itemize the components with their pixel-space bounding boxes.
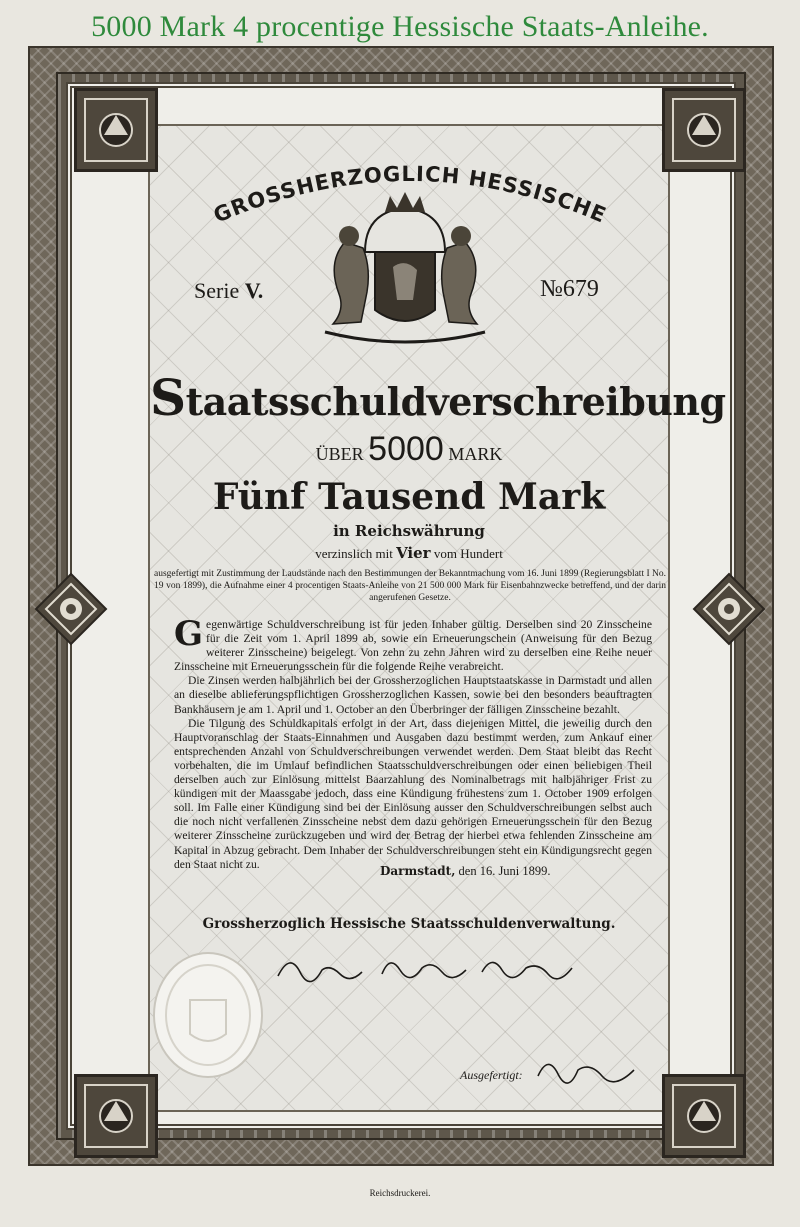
corner-crest-icon xyxy=(74,1074,158,1158)
certificate-number: №679 xyxy=(540,276,599,302)
printer-imprint: Reichsdruckerei. xyxy=(369,1188,431,1198)
rosette-diamond-icon xyxy=(34,572,108,646)
svg-text:GROSSHERZOGLICH HESSISCHE: GROSSHERZOGLICH HESSISCHE xyxy=(210,161,610,228)
amount-figure-line: ÜBER 5000 MARK xyxy=(315,430,503,468)
terms-paragraph: Die Tilgung des Schuldkapitals erfolgt in der Art, dass diejenigen Mittel, die jeweilig durch den Hauptvoranschlag der Staats-Einnahmen und Ausgaben dazu bestimmt werden, zum Ankauf einer entsprechenden Anzahl von Schuldverschreibungen verwendet werden. Dem Staat bleibt das Recht vorbehalten, die im Umlauf befindlichen Staatsschuldverschreibungen oder einen beliebigen Theil derselben auch zur Einlösung mittelst Baarzahlung des Nominalbetrags mit halbjähriger Frist zu kündigen mit der Maassgabe jedoch, dass eine Kündigung frühestens zum 1. October 1909 erfolgen soll. Im Falle einer Kündigung sind bei der Einlösung ausser den Schuldverschreibungen selbst auch die noch nicht verfallenen Zinsscheine nebst dem dazu gehörigen Erneuerungsschein für den Bezug weiterer Zinsscheine zurückzugeben und wird der Betrag der hierbei etwa fehlenden Zinsscheine am Kapital in Abzug gebracht. Dem Inhaber der Schuldverschreibungen steht ein Kündigungsrecht gegen den Staat nicht zu. xyxy=(174,716,652,871)
terms-text xyxy=(174,614,652,872)
issuer-signature xyxy=(532,1050,642,1090)
header-banner: 5000 Mark 4 procentige Hessische Staats-Anleihe. xyxy=(91,10,709,43)
corner-crest-icon xyxy=(662,1074,746,1158)
series-label: Serie V. xyxy=(194,278,264,303)
terms-paragraph: Gegenwärtige Schuldverschreibung ist für jeden Inhaber gültig. Derselben sind 20 Zinsscheine für die Zeit vom 1. April 1899 ab, sowie ein Erneuerungschein (Anweisung für den Bezug weiterer Zinsscheine) beigelegt. Von zehn zu zehn Jahren wird zu derselben eine Reihe neuer Zinsscheine mit Erneuerungsschein für die folgende Reihe verabreicht. xyxy=(174,614,652,674)
currency-line: in Reichswährung xyxy=(333,522,485,540)
terms-paragraph: Die Zinsen werden halbjährlich bei der Grossherzoglichen Hauptstaatskasse in Darmstadt und allen an dieselbe ablieferungspflichtigen Grossherzoglichen Kassen, sowie bei den besonders beauftragten Bankhäusern je am 1. April und 1. October an den Überbringer der fälligen Zinsscheine bezahlt. xyxy=(174,674,652,716)
interest-line: verzinslich mit Vier vom Hundert xyxy=(315,544,503,562)
handwritten-signatures xyxy=(270,946,580,994)
corner-crest-icon xyxy=(662,88,746,172)
rosette-diamond-icon xyxy=(692,572,766,646)
issued-label: Ausgefertigt: xyxy=(460,1068,523,1082)
date-line: Darmstadt, den 16. Juni 1899. xyxy=(380,864,551,878)
authorization-paragraph: ausgefertigt mit Zustimmung der Laudstände nach den Bestimmungen der Bekanntmachung vom 16. Juni 1899 (Regierungsblatt I No. 19 von 1899), die Aufnahme einer 4 procentigen Staats-Anleihe von 21 500 000 Mark für Eisenbahnzwecke betreffend, und der darin angerufenen Gesetze. xyxy=(154,569,666,603)
dropcap: G xyxy=(174,614,204,654)
embossed-seal xyxy=(150,950,266,1080)
issuing-authority: Grossherzoglich Hessische Staatsschuldenverwaltung. xyxy=(202,916,616,932)
corner-crest-icon xyxy=(74,88,158,172)
document-title: Staatsschuldverschreibung xyxy=(150,368,726,427)
amount-words: Fünf Tausend Mark xyxy=(212,476,606,518)
coat-of-arms-icon xyxy=(305,182,505,362)
